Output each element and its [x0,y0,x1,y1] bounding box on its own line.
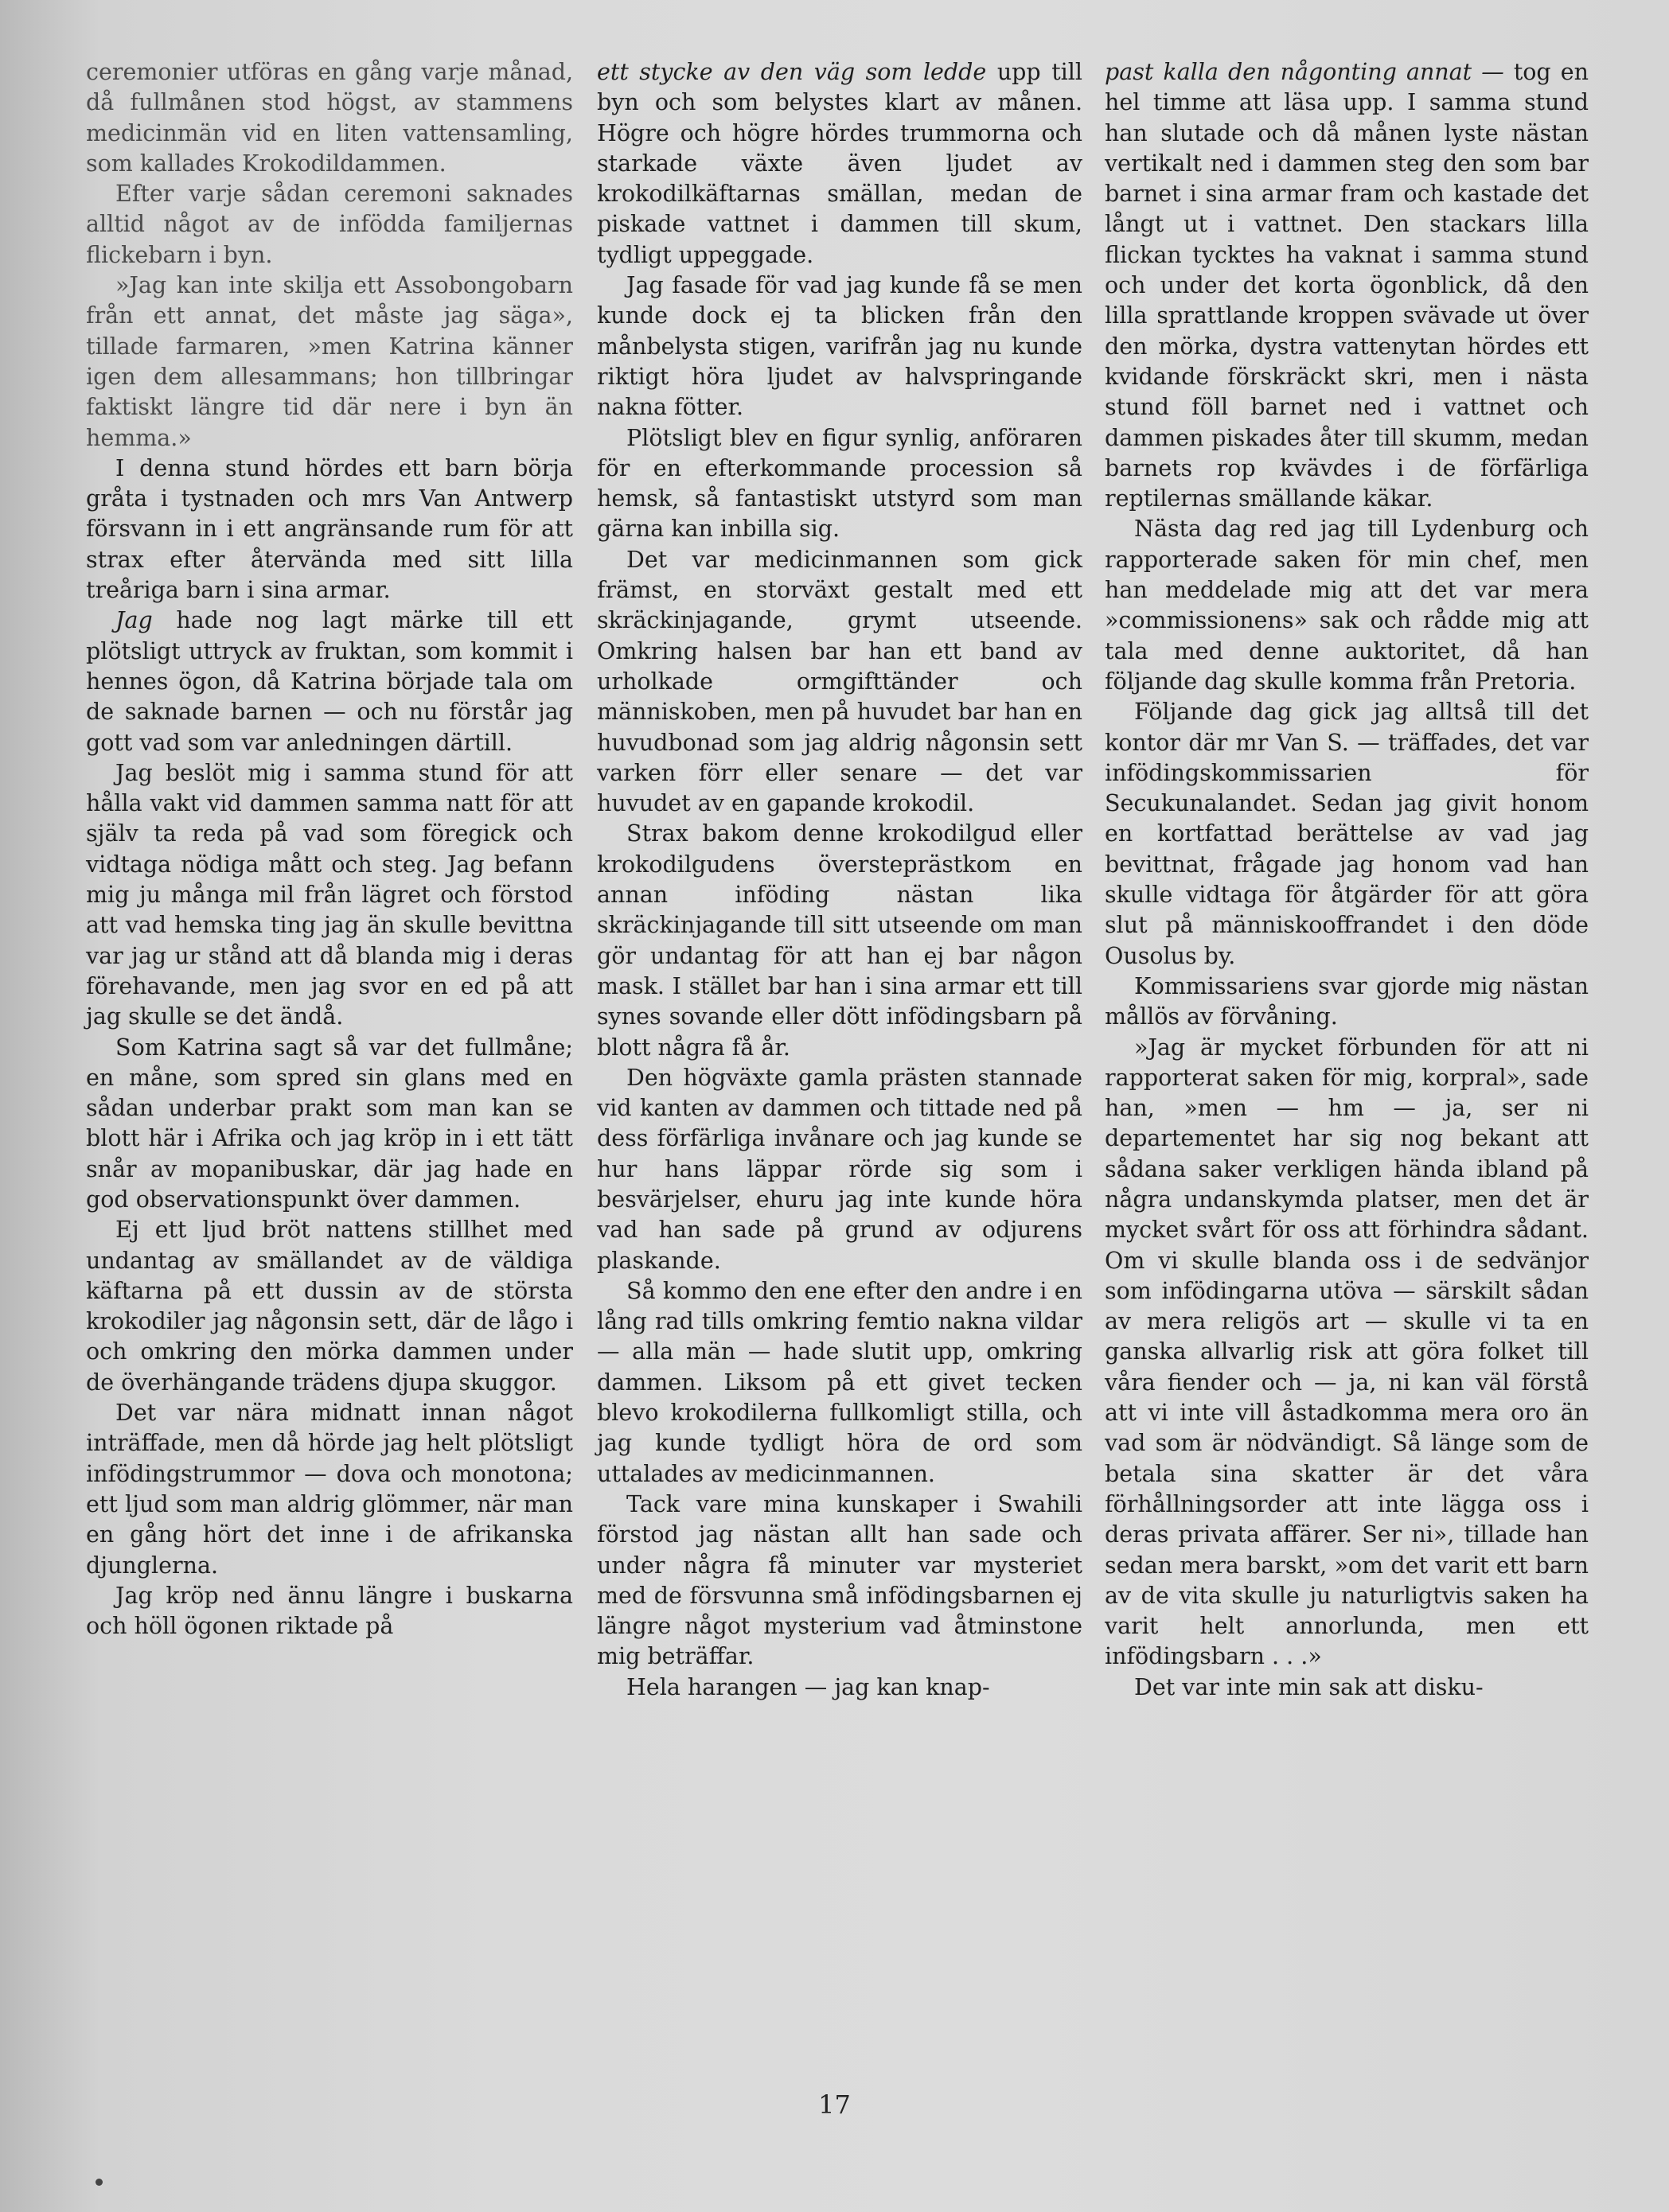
paragraph: Strax bakom denne krokodilgud eller krokodilgudens översteprästkom en annan inföding nästan lika skräckinjagande till sitt utseende om man gör undantag för att han ej bar någon mask. I stället bar han i sina armar ett till synes sovande eller dött infödingsbarn på blott några få år. [597,820,1082,1061]
paragraph: Jag beslöt mig i samma stund för att hålla vakt vid dammen samma natt för att själv ta reda på vad som föregick och vidtaga nödiga mått och steg. Jag befann mig ju många mil från lägret och förstod att vad hemska ting jag än skulle bevittna var jag ur stånd att då blanda mig i deras förehavande, men jag svor en ed på att jag skulle se det ändå. [86,759,573,1030]
paragraph: Det var nära midnatt innan något inträffade, men då hörde jag helt plötsligt infödingstrummor — dova och monotona; ett ljud som man aldrig glömmer, när man en gång hört det inne i de afrikanska djunglerna. [86,1400,573,1579]
italic-lead: Jag [115,607,153,634]
paragraph [1105,57,1589,514]
paragraph: Den högväxte gamla prästen stannade vid kanten av dammen och tittade ned på dess förfärliga invånare och jag kunde se hur hans läppar rörde sig som i besvärjelser, ehuru jag inte kunde höra vad han sade på grund av odjurens plaskande. [597,1064,1082,1274]
paragraph-text: tog en hel timme att läsa upp. I samma stund han slutade och då månen lyste nästan vertikalt ned i dammen steg den som bar barnet i sina armar fram och kastade det långt ut i vattnet. Den stackars lilla flickan tycktes ha vaknat i samma stund och under det korta ögonblick, då den lilla sprattlande kroppen svävade ut över den mörka, dystra vattenytan hördes ett kvidande förskräckt skri, men i nästa stund föll barnet ned i vattnet och dammen piskades åter till skumm, medan barnets rop kvävdes i de förfärliga reptilernas smällande käkar. [1105,59,1589,512]
paragraph: Ej ett ljud bröt nattens stillhet med undantag av smällandet av de väldiga käftarna på ett dussin av de största krokodiler jag någonsin sett, där de lågo i och omkring den mörka dammen under de överhängande trädens djupa skuggor. [86,1217,573,1396]
paragraph: Tack vare mina kunskaper i Swahili förstod jag nästan allt han sade och under några få minuter var mysteriet med de försvunna små infödingsbarnen ej längre något mysterium vad åtminstone mig beträffar. [597,1490,1082,1670]
paragraph: Kommissariens svar gjorde mig nästan mållös av förvåning. [1105,972,1589,1030]
italic-lead: ett stycke av den väg som ledde [597,59,987,85]
text-column-2 [597,57,1082,1703]
paragraph: Så kommo den ene efter den andre i en lång rad tills omkring femtio nakna vildar — alla män — hade slutit upp, omkring dammen. Liksom på ett givet tecken blevo krokodilerna fullkomligt stilla, och jag kunde tydligt höra de ord som uttalades av medicinmannen. [597,1277,1082,1487]
paragraph: Plötsligt blev en figur synlig, anföraren för en efterkommande procession så hemsk, så fantastiskt utstyrd som man gärna kan inbilla sig. [597,424,1082,543]
paragraph: »Jag kan inte skilja ett Assobongobarn från ett annat, det måste jag säga», tillade farmaren, »men Katrina känner igen dem allesammans; hon tillbringar faktiskt längre tid där nere i byn än hemma.» [86,272,573,451]
paragraph [86,606,573,757]
text-column-3 [1105,57,1589,1703]
paragraph: Efter varje sådan ceremoni saknades alltid något av de infödda familjernas flickebarn i byn. [86,181,573,268]
ink-dot [96,2179,103,2186]
paragraph: Hela harangen — jag kan knap- [626,1673,990,1700]
paragraph: Följande dag gick jag alltså till det kontor där mr Van S. — träffades, det var infödingskommissarien för Secukunalandet. Sedan jag givit honom en kortfattad berättelse av vad jag bevittnat, frågade jag honom vad han skulle vidtaga för åtgärder för att göra slut på människooffrandet i den döde Ousolus by. [1105,699,1589,969]
paragraph: Jag kröp ned ännu längre i buskarna och höll ögonen riktade på [86,1582,573,1640]
paragraph: Det var medicinmannen som gick främst, en storväxt gestalt med ett skräckinjagande, grymt utseende. Omkring halsen bar han ett band av urholkade ormgifttänder och människoben, men på huvudet bar han en huvudbonad som jag aldrig någonsin sett varken förr eller senare — det var huvudet av en gapande krokodil. [597,546,1082,817]
text-column-1 [86,57,573,1641]
paragraph: Jag fasade för vad jag kunde få se men kunde dock ej ta blicken från den månbelysta stigen, varifrån jag nu kunde riktigt höra ljudet av halvspringande nakna fötter. [597,272,1082,421]
paragraph: »Jag är mycket förbunden för att ni rapporterat saken för mig, korpral», sade han, »men — hm — ja, ser ni departementet har sig nog bekant att sådana saker verkligen hända ibland på några undanskymda platser, men det är mycket svårt för oss att förhindra sådant. Om vi skulle blanda oss i de sedvänjor som infödingarna utöva — särskilt sådan av mera religös art — skulle vi ta en ganska allvarlig risk att göra folket till våra fiender och — ja, ni kan väl förstå att vi inte vill åstadkomma mera oro än vad som är nödvändigt. Så länge som de betala sina skatter är det våra förhållningsorder att inte lägga oss i deras privata affärer. Ser ni», tillade han sedan mera barskt, »om det varit ett barn av de vita skulle ju naturligtvis saken ha varit helt annorlunda, men ett infödingsbarn . . .» [1105,1034,1589,1670]
paragraph: Nästa dag red jag till Lydenburg och rapporterade saken för min chef, men han meddelade mig att det var mera »commissionens» sak och rådde mig att tala med denne auktoritet, då han följande dag skulle komma från Pretoria. [1105,516,1589,695]
paragraph: Det var inte min sak att disku- [1134,1673,1484,1700]
page-number: 17 [818,2089,851,2120]
italic-lead: past kalla den någonting annat — [1105,59,1504,85]
paragraph [597,57,1082,271]
paragraph: Som Katrina sagt så var det fullmåne; en måne, som spred sin glans med en sådan underbar prakt som man kan se blott här i Afrika och jag kröp in i ett tätt snår av mopanibuskar, där jag hade en god observationspunkt över dammen. [86,1034,573,1213]
paragraph-text: hade nog lagt märke till ett plötsligt uttryck av fruktan, som kommit i hennes ögon, då Katrina började tala om de saknade barnen — och nu förstår jag gott vad som var anledningen därtill. [86,607,573,756]
paragraph: I denna stund hördes ett barn börja gråta i tystnaden och mrs Van Antwerp försvann in i ett angränsande rum för att strax efter återvända med sitt lilla treåriga barn i sina armar. [86,454,573,604]
paragraph: ceremonier utföras en gång varje månad, då fullmånen stod högst, av stammens medicinmän vid en liten vattensamling, som kallades Krokodildammen. [86,59,573,177]
paragraph-text: upp till byn och som belystes klart av månen. Högre och högre hördes trummorna och starkade växte även ljudet av krokodilkäftarnas smällan, medan de piskade vattnet i dammen till skum, tydligt uppeggade. [597,59,1083,268]
